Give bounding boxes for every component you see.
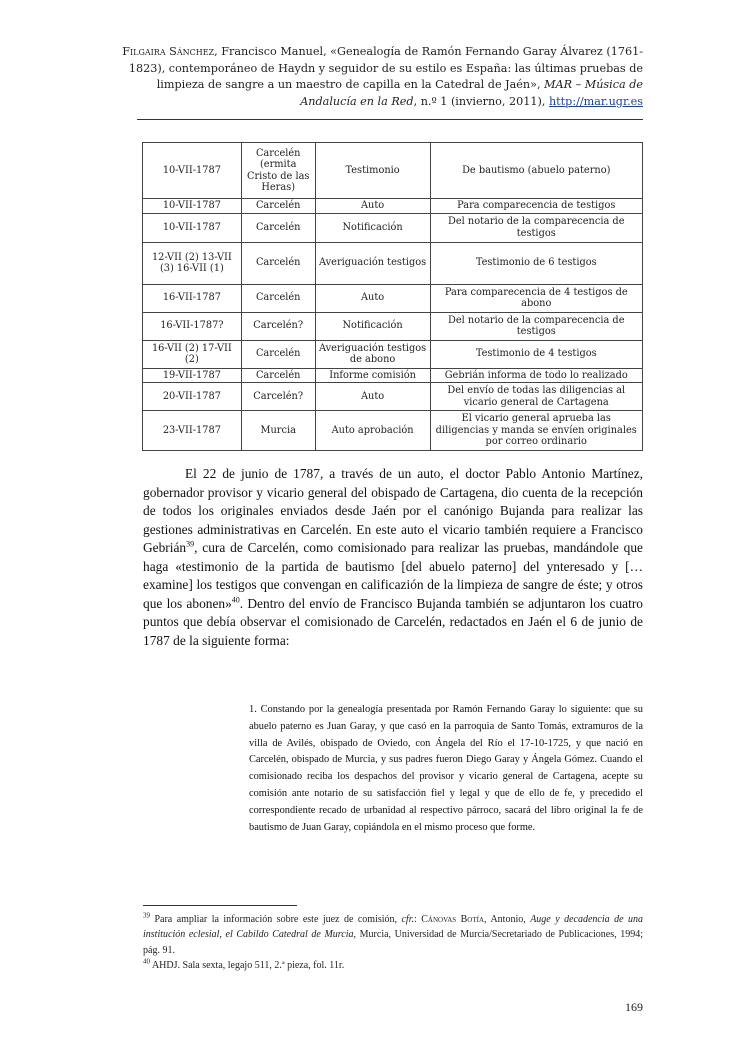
cell-date: 10-VII-1787 bbox=[143, 199, 242, 214]
footnote-cfr: cfr. bbox=[401, 914, 414, 925]
footnote-author: Cánovas Botía bbox=[421, 914, 485, 925]
cell-action: Testimonio bbox=[315, 143, 430, 199]
cell-action: Auto bbox=[315, 199, 430, 214]
footnote-separator: : bbox=[413, 914, 422, 925]
footnote-40 bbox=[143, 958, 643, 973]
cell-date: 10-VII-1787 bbox=[143, 213, 242, 242]
header-url-link[interactable]: http://mar.ugr.es bbox=[548, 94, 643, 108]
cell-date: 12-VII (2) 13-VII (3) 16-VII (1) bbox=[143, 242, 242, 284]
table-row bbox=[143, 411, 643, 451]
page-number: 169 bbox=[625, 1000, 643, 1014]
header-citation: , Francisco Manuel, «Genealogía de Ramón Fernando Garay Álvarez (1761-1823), contemporáneo de Haydn y seguidor de su estilo es España: las últimas pruebas de limpieza de sangre a un maestro de capilla en la Catedral de Jaén», bbox=[128, 45, 643, 91]
cell-place: Carcelén? bbox=[241, 312, 315, 340]
cell-date: 19-VII-1787 bbox=[143, 368, 242, 383]
cell-place: Carcelén bbox=[241, 284, 315, 312]
cell-action: Auto bbox=[315, 284, 430, 312]
quote-text: 1. Constando por la genealogía presentada por Ramón Fernando Garay lo siguiente: que su abuelo paterno es Juan Garay, y que casó en la parroquia de Santo Tomás, extramuros de la villa de Avilés, obispado de Oviedo, con Ángela del Río el 17-10-1725, y que nació en Carcelén, obispado de Murcia, y sus padres fueron Diego Garay y Ángela Gómez. Cuando el comisionado reciba los despachos del provisor y vicario general de Cartagena, acepte su comisión ante notario de su satisfacción fiel y legal y que de ello de fe, y precedido el correspondiente recado de urbanidad al respectivo párroco, sacará del libro original la fe de bautismo de Juan Garay, copiándola en el mismo proceso que forme. bbox=[249, 704, 643, 833]
cell-place: Carcelén? bbox=[241, 383, 315, 411]
cell-description: Para comparecencia de testigos bbox=[430, 199, 643, 214]
footnote-number: 39 bbox=[143, 911, 150, 920]
cell-place: Carcelén bbox=[241, 368, 315, 383]
paragraph-text-b: , cura de Carcelén, como comisionado para realizar las pruebas, mandándole que haga «testimonio de la partida de bautismo [del abuelo paterno] del ynteresado y […examine] los testigos que convengan en calificazión de la limpieza de sangre de éste; y otros que los abonen» bbox=[143, 540, 643, 611]
cell-action: Averiguación testigos de abono bbox=[315, 340, 430, 368]
cell-date: 16-VII (2) 17-VII (2) bbox=[143, 340, 242, 368]
footnote-number: 40 bbox=[143, 957, 150, 966]
footnote-rule bbox=[143, 905, 297, 906]
cell-place: Carcelén bbox=[241, 242, 315, 284]
cell-place: Carcelén bbox=[241, 340, 315, 368]
table-row bbox=[143, 340, 643, 368]
table-row bbox=[143, 242, 643, 284]
cell-description: El vicario general aprueba las diligencias y manda se envíen originales por correo ordinario bbox=[430, 411, 643, 451]
proceedings-table bbox=[142, 142, 643, 451]
footnote-text: , Murcia, Universidad de Murcia/Secretariado de Publicaciones, 1994; pág. 91. bbox=[143, 929, 643, 956]
table-row bbox=[143, 199, 643, 214]
cell-date: 20-VII-1787 bbox=[143, 383, 242, 411]
paragraph-text-a: El 22 de junio de 1787, a través de un auto, el doctor Pablo Antonio Martínez, gobernador provisor y vicario general del obispado de Cartagena, dio cuenta de la recepción de todos los originales enviados desde Jaén por el canónigo Bujanda para realizar las gestiones administrativas en Carcelén. En este auto el vicario también requiere a Francisco Gebrián bbox=[143, 466, 643, 555]
footnote-text: AHDJ. Sala sexta, legajo 511, 2.ª pieza, fol. 11r. bbox=[150, 959, 345, 971]
cell-action: Informe comisión bbox=[315, 368, 430, 383]
cell-place: Carcelén bbox=[241, 213, 315, 242]
footnote-ref-40[interactable]: 40 bbox=[231, 595, 240, 605]
table-row bbox=[143, 312, 643, 340]
cell-place: Carcelén bbox=[241, 199, 315, 214]
table-row bbox=[143, 368, 643, 383]
footnote-text: , Antonio, bbox=[484, 914, 531, 925]
cell-action: Notificación bbox=[315, 213, 430, 242]
table-row bbox=[143, 213, 643, 242]
cell-date: 23-VII-1787 bbox=[143, 411, 242, 451]
cell-date: 16-VII-1787? bbox=[143, 312, 242, 340]
cell-description: Del envío de todas las diligencias al vicario general de Cartagena bbox=[430, 383, 643, 411]
header-rule bbox=[137, 119, 643, 120]
footnotes bbox=[143, 912, 643, 973]
cell-date: 10-VII-1787 bbox=[143, 143, 242, 199]
cell-description: De bautismo (abuelo paterno) bbox=[430, 143, 643, 199]
table-row bbox=[143, 284, 643, 312]
cell-description: Para comparecencia de 4 testigos de abono bbox=[430, 284, 643, 312]
paragraph-text-c: . Dentro del envío de Francisco Bujanda también se adjuntaron los cuatro puntos que debía observar el comisionado de Carcelén, redactados en Jaén el 6 de junio de 1787 de la siguiente forma: bbox=[143, 595, 643, 648]
cell-place: Carcelén (ermita Cristo de las Heras) bbox=[241, 143, 315, 199]
body-paragraph bbox=[143, 465, 643, 650]
cell-description: Testimonio de 4 testigos bbox=[430, 340, 643, 368]
cell-place: Murcia bbox=[241, 411, 315, 451]
footnote-ref-39[interactable]: 39 bbox=[186, 539, 195, 549]
header-author: Filgaira Sánchez bbox=[122, 45, 215, 58]
block-quote bbox=[249, 702, 643, 836]
cell-action: Averiguación testigos bbox=[315, 242, 430, 284]
cell-date: 16-VII-1787 bbox=[143, 284, 242, 312]
running-header bbox=[120, 44, 643, 110]
cell-action: Auto aprobación bbox=[315, 411, 430, 451]
cell-description: Del notario de la comparecencia de testigos bbox=[430, 213, 643, 242]
cell-action: Auto bbox=[315, 383, 430, 411]
header-journal: MAR – Música de Andalucía en la Red bbox=[300, 78, 643, 108]
footnote-text: Para ampliar la información sobre este juez de comisión, bbox=[150, 914, 402, 925]
cell-description: Testimonio de 6 testigos bbox=[430, 242, 643, 284]
cell-description: Del notario de la comparecencia de testigos bbox=[430, 312, 643, 340]
footnote-title: Auge y decadencia de una institución eclesial, el Cabildo Catedral de Murcia bbox=[143, 914, 643, 941]
cell-description: Gebrián informa de todo lo realizado bbox=[430, 368, 643, 383]
table-row bbox=[143, 383, 643, 411]
cell-action: Notificación bbox=[315, 312, 430, 340]
table-row bbox=[143, 143, 643, 199]
footnote-39 bbox=[143, 912, 643, 958]
header-issue: , n.º 1 (invierno, 2011), bbox=[413, 94, 549, 108]
